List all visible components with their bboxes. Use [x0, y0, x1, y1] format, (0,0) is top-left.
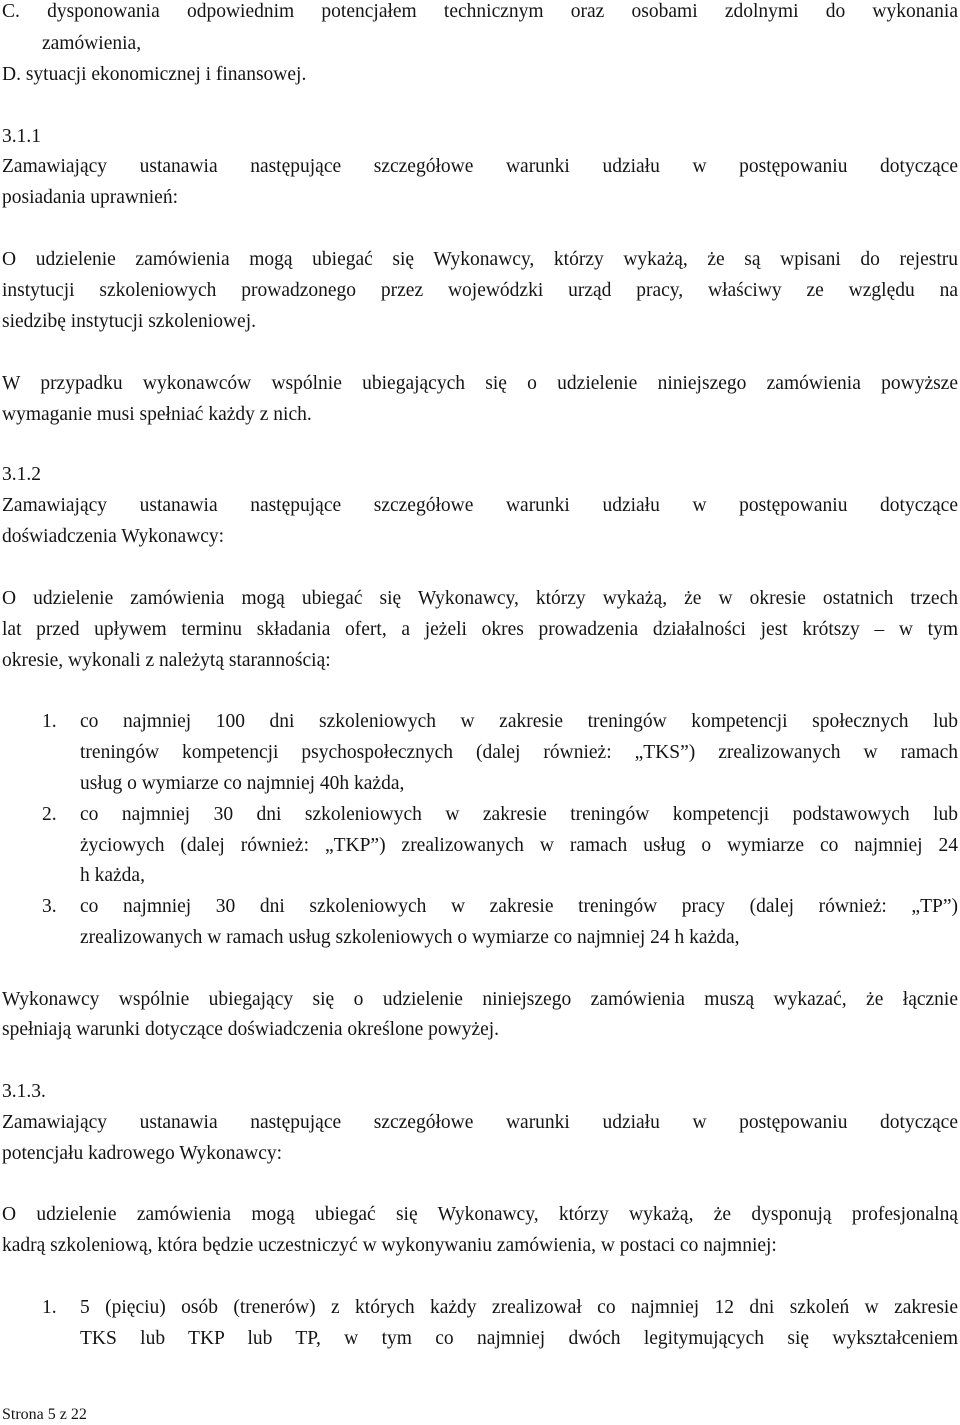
list-item-number: 1.	[42, 1297, 57, 1318]
paragraph-line: lat przed upływem terminu składania ofert, a jeżeli okres prowadzenia działalności jest krótszy – w tym	[2, 619, 958, 640]
paragraph-line: doświadczenia Wykonawcy:	[2, 526, 225, 547]
list-item-line: treningów kompetencji psychospołecznych (dalej również: „TKS”) zrealizowanych w ramach	[80, 742, 958, 763]
list-item-number: 3.	[42, 896, 57, 917]
list-item-line: co najmniej 30 dni szkoleniowych w zakresie treningów kompetencji podstawowych lub	[80, 804, 958, 825]
list-item-line: usług o wymiarze co najmniej 40h każda,	[80, 773, 405, 794]
list-item-d: D. sytuacji ekonomicznej i finansowej.	[2, 64, 307, 85]
paragraph-line: posiadania uprawnień:	[2, 187, 178, 208]
list-item-c-line-2: zamówienia,	[42, 33, 142, 54]
list-item-line: 5 (pięciu) osób (trenerów) z których każdy zrealizował co najmniej 12 dni szkoleń w zakresie	[80, 1297, 958, 1318]
paragraph-line: spełniają warunki dotyczące doświadczenia określone powyżej.	[2, 1019, 500, 1040]
list-item-c-line-1: C. dysponowania odpowiednim potencjałem technicznym oraz osobami zdolnymi do wykonania	[2, 1, 958, 22]
paragraph-line: Zamawiający ustanawia następujące szczegółowe warunki udziału w postępowaniu dotyczące	[2, 156, 958, 177]
paragraph-line: Zamawiający ustanawia następujące szczegółowe warunki udziału w postępowaniu dotyczące	[2, 1112, 958, 1133]
list-item-number: 2.	[42, 804, 57, 825]
paragraph-line: O udzielenie zamówienia mogą ubiegać się Wykonawcy, którzy wykażą, że w okresie ostatnich trzech	[2, 588, 958, 609]
list-item-number: 1.	[42, 711, 57, 732]
section-heading-3-1-1: 3.1.1	[2, 126, 41, 147]
list-item-line: co najmniej 100 dni szkoleniowych w zakresie treningów kompetencji społecznych lub	[80, 711, 958, 732]
paragraph-line: okresie, wykonali z należytą starannością:	[2, 650, 331, 671]
paragraph-line: W przypadku wykonawców wspólnie ubiegających się o udzielenie niniejszego zamówienia powyższe	[2, 373, 958, 394]
paragraph-line: O udzielenie zamówienia mogą ubiegać się Wykonawcy, którzy wykażą, że dysponują profesjonalną	[2, 1204, 958, 1225]
paragraph-line: O udzielenie zamówienia mogą ubiegać się Wykonawcy, którzy wykażą, że są wpisani do rejestru	[2, 249, 958, 270]
paragraph-line: Zamawiający ustanawia następujące szczegółowe warunki udziału w postępowaniu dotyczące	[2, 495, 958, 516]
paragraph-line: instytucji szkoleniowych prowadzonego przez wojewódzki urząd pracy, właściwy ze względu na	[2, 280, 958, 301]
paragraph-line: Wykonawcy wspólnie ubiegający się o udzielenie niniejszego zamówienia muszą wykazać, że łącznie	[2, 989, 958, 1010]
paragraph-line: siedzibę instytucji szkoleniowej.	[2, 311, 256, 332]
list-item-line: zrealizowanych w ramach usług szkoleniowych o wymiarze co najmniej 24 h każda,	[80, 927, 740, 948]
section-heading-3-1-3: 3.1.3.	[2, 1081, 46, 1102]
section-heading-3-1-2: 3.1.2	[2, 464, 41, 485]
paragraph-line: potencjału kadrowego Wykonawcy:	[2, 1143, 283, 1164]
paragraph-line: kadrą szkoleniową, która będzie uczestniczyć w wykonywaniu zamówienia, w postaci co najmniej:	[2, 1235, 777, 1256]
page-number-footer: Strona 5 z 22	[2, 1406, 87, 1423]
list-item-line: co najmniej 30 dni szkoleniowych w zakresie treningów pracy (dalej również: „TP”)	[80, 896, 958, 917]
list-item-line: h każda,	[80, 865, 145, 886]
paragraph-line: wymaganie musi spełniać każdy z nich.	[2, 404, 312, 425]
list-item-line: TKS lub TKP lub TP, w tym co najmniej dwóch legitymujących się wykształceniem	[80, 1328, 958, 1349]
list-item-line: życiowych (dalej również: „TKP”) zrealizowanych w ramach usług o wymiarze co najmniej 24	[80, 835, 958, 856]
